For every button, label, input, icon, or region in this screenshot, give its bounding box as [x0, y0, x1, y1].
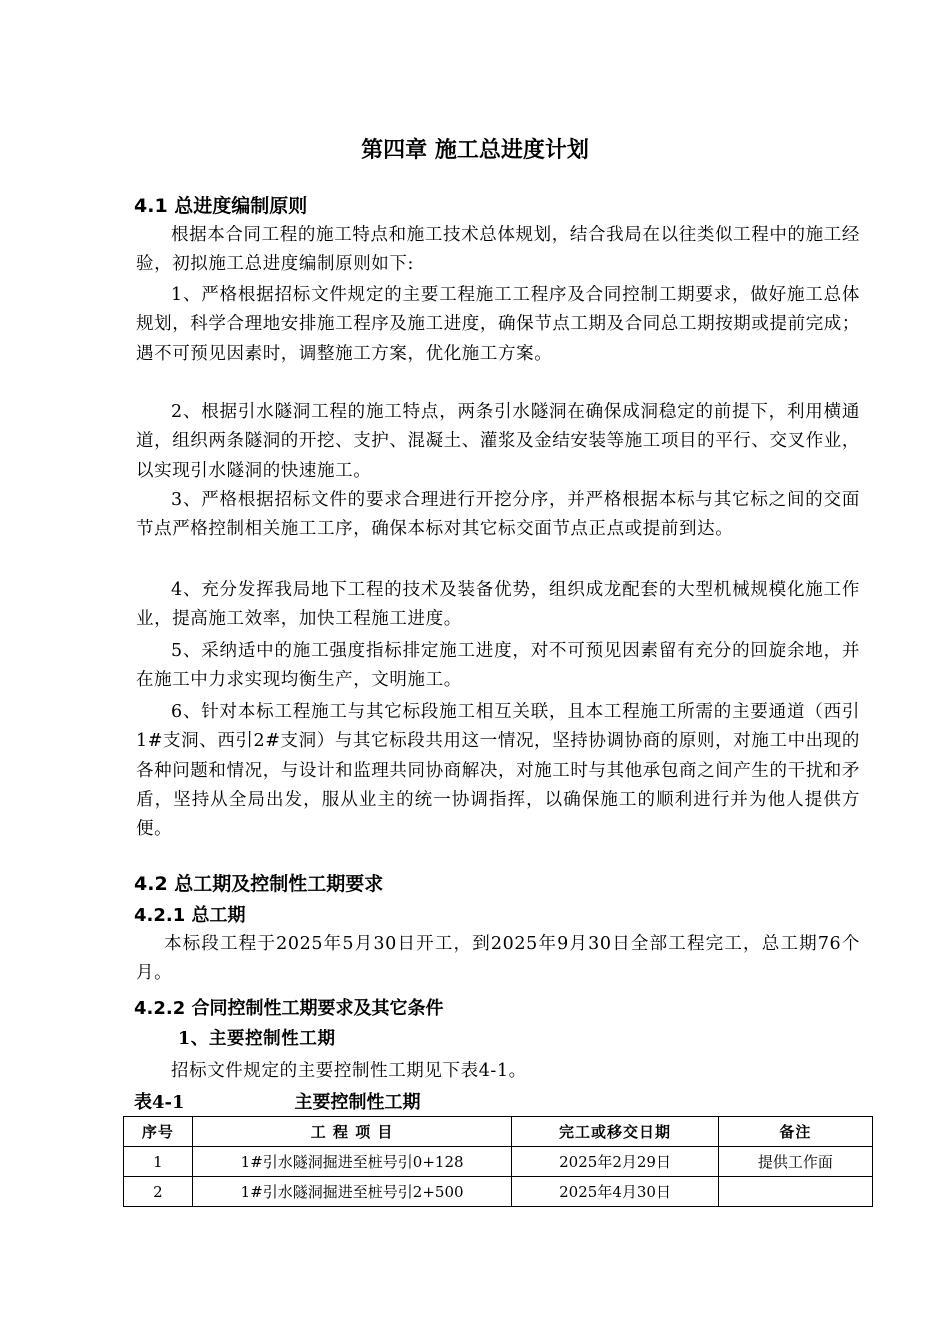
cell-date: 2025年2月29日 [512, 1147, 718, 1177]
cell-no: 2 [124, 1177, 193, 1207]
paragraph-principle-4: 4、充分发挥我局地下工程的技术及装备优势，组织成龙配套的大型机械规模化施工作业，提高施工效率，加快工程施工进度。 [136, 580, 860, 630]
table-row [124, 1177, 873, 1207]
subsection-heading-4-2-1: 4.2.1 总工期 [134, 905, 246, 926]
control-duration-title: 1、主要控制性工期 [178, 1029, 336, 1049]
table-header-row [124, 1117, 873, 1147]
control-duration-table [123, 1116, 873, 1207]
header-note: 备注 [718, 1117, 872, 1147]
table-row [124, 1147, 873, 1177]
header-item: 工 程 项 目 [192, 1117, 512, 1147]
cell-note: 提供工作面 [718, 1147, 872, 1177]
paragraph-table-reference: 招标文件规定的主要控制性工期见下表4-1。 [171, 1061, 527, 1081]
cell-no: 1 [124, 1147, 193, 1177]
table-caption-label: 表4-1 [134, 1092, 185, 1113]
header-date: 完工或移交日期 [512, 1117, 718, 1147]
chapter-title: 第四章 施工总进度计划 [361, 138, 589, 163]
paragraph-principle-2: 2、根据引水隧洞工程的施工特点，两条引水隧洞在确保成洞稳定的前提下，利用横通道，组织两条隧洞的开挖、支护、混凝土、灌浆及金结安装等施工项目的平行、交叉作业，以实现引水隧洞的快速施工。 [136, 402, 860, 481]
cell-item: 1#引水隧洞掘进至桩号引0+128 [192, 1147, 512, 1177]
cell-note [718, 1177, 872, 1207]
cell-date: 2025年4月30日 [512, 1177, 718, 1207]
cell-item: 1#引水隧洞掘进至桩号引2+500 [192, 1177, 512, 1207]
paragraph-principle-3: 3、严格根据招标文件的要求合理进行开挖分序，并严格根据本标与其它标之间的交面节点严格控制相关施工工序，确保本标对其它标交面节点正点或提前到达。 [136, 490, 860, 540]
subsection-heading-4-2-2: 4.2.2 合同控制性工期要求及其它条件 [134, 998, 444, 1019]
table-caption-title: 主要控制性工期 [294, 1092, 421, 1113]
section-heading-4-2: 4.2 总工期及控制性工期要求 [134, 873, 384, 895]
header-no: 序号 [124, 1117, 193, 1147]
table-caption [134, 1090, 421, 1116]
paragraph-principle-6: 6、针对本标工程施工与其它标段施工相互关联，且本工程施工所需的主要通道（西引1#支洞、西引2#支洞）与其它标段共用这一情况，坚持协调协商的原则，对施工中出现的各种问题和情况，与设计和监理共同协商解决，对施工时与其他承包商之间产生的干扰和矛盾，坚持从全局出发，服从业主的统一协调指挥，以确保施工的顺利进行并为他人提供方便。 [136, 702, 860, 840]
section-heading-4-1: 4.1 总进度编制原则 [134, 195, 308, 217]
paragraph-principle-1: 1、严格根据招标文件规定的主要工程施工工程序及合同控制工期要求，做好施工总体规划，科学合理地安排施工程序及施工进度，确保节点工期及合同总工期按期或提前完成；遇不可预见因素时，调整施工方案，优化施工方案。 [136, 285, 860, 364]
paragraph-total-duration: 本标段工程于2025年5月30日开工，到2025年9月30日全部工程完工，总工期76个月。 [136, 934, 860, 984]
paragraph-intro: 根据本合同工程的施工特点和施工技术总体规划，结合我局在以往类似工程中的施工经验，初拟施工总进度编制原则如下: [136, 225, 860, 275]
paragraph-principle-5: 5、采纳适中的施工强度指标排定施工进度，对不可预见因素留有充分的回旋余地，并在施工中力求实现均衡生产，文明施工。 [136, 641, 860, 691]
